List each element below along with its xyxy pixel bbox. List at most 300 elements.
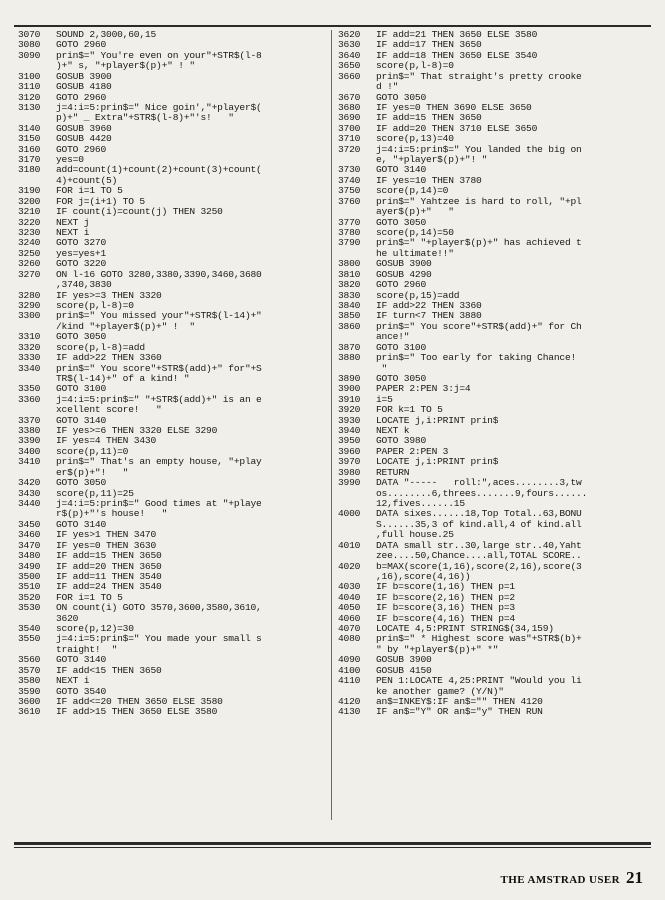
code-line — [338, 311, 650, 321]
code-line — [338, 666, 650, 676]
code-line — [338, 520, 650, 530]
magazine-name: THE AMSTRAD USER — [500, 874, 620, 886]
line-number: 3160 — [18, 143, 41, 155]
code-text: IF yes=10 THEN 3780 — [376, 175, 482, 186]
code-text: zee....50,Chance....all,TOTAL SCORE.. — [376, 551, 582, 562]
code-text: RETURN — [376, 467, 410, 478]
line-number — [18, 280, 56, 290]
code-line — [18, 30, 326, 40]
code-text: score(p,l-8)=0 — [56, 300, 134, 311]
line-number: 3420 — [18, 477, 41, 489]
line-number: 3560 — [18, 654, 41, 666]
code-line — [18, 207, 326, 217]
code-line — [18, 113, 326, 123]
code-line — [18, 614, 326, 624]
code-line — [338, 634, 650, 644]
code-line — [18, 134, 326, 144]
line-number: 3210 — [18, 206, 41, 218]
page-number: 21 — [626, 868, 643, 887]
code-text: LOCATE j,i:PRINT prin$ — [376, 457, 499, 468]
code-line — [18, 562, 326, 572]
code-text: " — [376, 363, 388, 374]
code-line — [18, 270, 326, 280]
code-line — [18, 384, 326, 394]
code-text: GOTO 3140 — [56, 655, 107, 666]
code-text: xcellent score! " — [56, 405, 162, 416]
code-text: IF yes=0 THEN 3690 ELSE 3650 — [376, 102, 532, 113]
line-number: 3440 — [18, 497, 41, 509]
line-number: 3200 — [18, 195, 41, 207]
code-line — [18, 603, 326, 613]
code-line — [338, 322, 650, 332]
line-number: 3100 — [18, 70, 41, 82]
code-text: prin$=" You missed your"+STR$(l-14)+" — [56, 311, 262, 322]
line-number: 3410 — [18, 456, 41, 468]
code-line — [18, 624, 326, 634]
code-text: /kind "+player$(p)+" ! " — [56, 321, 195, 332]
code-line — [18, 40, 326, 50]
code-text: IF add<15 THEN 3650 — [56, 665, 162, 676]
code-line — [18, 551, 326, 561]
line-number: 3090 — [18, 49, 41, 61]
code-text: prin$=" Yahtzee is hard to roll, "+pl — [376, 196, 582, 207]
code-line — [338, 280, 650, 290]
code-line — [18, 249, 326, 259]
code-text: ON count(i) GOTO 3570,3600,3580,3610, — [56, 603, 262, 614]
code-text: prin$=" That's an empty house, "+play — [56, 457, 262, 468]
code-text: IF yes>1 THEN 3470 — [56, 530, 157, 541]
code-text: score(p,11)=25 — [56, 488, 134, 499]
code-line — [18, 655, 326, 665]
code-line — [338, 572, 650, 582]
code-line — [18, 468, 326, 478]
code-text: GOTO 3980 — [376, 436, 427, 447]
code-line — [18, 707, 326, 717]
code-text: prin$=" You score"+STR$(add)+" for Ch — [376, 321, 582, 332]
code-text: DATA sixes......18,Top Total..63,BONU — [376, 509, 582, 520]
top-rule — [14, 25, 651, 27]
code-text: IF add=17 THEN 3650 — [376, 40, 482, 51]
code-line — [338, 238, 650, 248]
code-text: GOSUB 3960 — [56, 123, 112, 134]
code-line — [18, 93, 326, 103]
code-line — [338, 707, 650, 717]
code-line — [18, 676, 326, 686]
code-text: PEN 1:LOCATE 4,25:PRINT "Would you li — [376, 676, 582, 687]
code-line — [18, 259, 326, 269]
line-number: 3080 — [18, 39, 41, 51]
line-number: 3800 — [338, 258, 361, 270]
code-line — [338, 93, 650, 103]
line-number: 3270 — [18, 268, 41, 280]
code-line — [18, 530, 326, 540]
code-text: j=4:i=5:prin$=" You landed the big on — [376, 144, 582, 155]
line-number: 3890 — [338, 372, 361, 384]
code-line — [18, 82, 326, 92]
code-line — [338, 697, 650, 707]
code-line — [338, 405, 650, 415]
code-text: IF add>15 THEN 3650 ELSE 3580 — [56, 707, 218, 718]
code-line — [338, 426, 650, 436]
code-line — [338, 687, 650, 697]
code-text: GOTO 3050 — [56, 478, 107, 489]
code-text: b=MAX(score(1,16),score(2,16),score(3 — [376, 561, 582, 572]
code-text: SOUND 2,3000,60,15 — [56, 30, 157, 40]
code-line — [18, 666, 326, 676]
code-text: IF yes>=3 THEN 3320 — [56, 290, 162, 301]
code-line — [18, 343, 326, 353]
code-line — [338, 82, 650, 92]
code-text: r$(p)+"'s house! " — [56, 509, 168, 520]
line-number: 3400 — [18, 445, 41, 457]
listing-right-column — [338, 30, 650, 718]
code-line — [338, 645, 650, 655]
code-text: ayer$(p)+" " — [376, 207, 454, 218]
line-number: 3320 — [18, 341, 41, 353]
code-line — [18, 145, 326, 155]
code-text: j=4:i=5:prin$=" "+STR$(add)+" is an e — [56, 394, 262, 405]
code-text: 4)+count(5) — [56, 175, 118, 186]
line-number: 3750 — [338, 185, 361, 197]
line-number: 3290 — [18, 299, 41, 311]
code-text: yes=0 — [56, 155, 84, 166]
code-text: IF an$="Y" OR an$="y" THEN RUN — [376, 707, 543, 718]
page-footer — [501, 868, 643, 888]
code-text: NEXT k — [376, 426, 410, 437]
line-number: 3950 — [338, 435, 361, 447]
line-number: 3850 — [338, 310, 361, 322]
code-text: IF yes=4 THEN 3430 — [56, 436, 157, 447]
code-text: GOSUB 3900 — [376, 655, 432, 666]
line-number: 4040 — [338, 591, 361, 603]
line-number: 3970 — [338, 456, 361, 468]
line-number: 3640 — [338, 49, 361, 61]
code-text: FOR j=(i+1) TO 5 — [56, 196, 145, 207]
code-line — [338, 270, 650, 280]
line-number: 3690 — [338, 112, 361, 124]
code-text: e, "+player$(p)+"! " — [376, 155, 488, 166]
line-number: 3480 — [18, 550, 41, 562]
code-text: GOTO 2960 — [56, 92, 107, 103]
code-text: GOSUB 3900 — [56, 71, 112, 82]
line-number: 4120 — [338, 696, 361, 707]
line-number: 4010 — [338, 539, 361, 551]
code-line — [338, 218, 650, 228]
code-text: prin$=" Too early for taking Chance! — [376, 353, 577, 364]
code-text: score(p,11)=0 — [56, 446, 129, 457]
code-text: IF add<=20 THEN 3650 ELSE 3580 — [56, 697, 223, 707]
code-text: IF add=11 THEN 3540 — [56, 571, 162, 582]
code-line — [338, 374, 650, 384]
code-line — [18, 572, 326, 582]
code-line — [18, 176, 326, 186]
code-line — [18, 541, 326, 551]
code-line — [338, 416, 650, 426]
code-line — [338, 489, 650, 499]
line-number: 3130 — [18, 101, 41, 113]
code-line — [18, 582, 326, 592]
code-line — [338, 509, 650, 519]
code-line — [18, 301, 326, 311]
code-line — [18, 61, 326, 71]
code-line — [338, 301, 650, 311]
line-number: 4070 — [338, 623, 361, 635]
line-number: 3500 — [18, 570, 41, 582]
line-number: 3620 — [338, 29, 361, 40]
line-number: 3450 — [18, 518, 41, 530]
line-number: 3940 — [338, 425, 361, 437]
line-number: 3530 — [18, 602, 41, 614]
code-line — [338, 614, 650, 624]
line-number: 3540 — [18, 623, 41, 635]
code-line — [338, 676, 650, 686]
line-number: 3510 — [18, 581, 41, 593]
line-number — [338, 551, 376, 561]
line-number: 3810 — [338, 268, 361, 280]
code-text: DATA small str..30,large str..40,Yaht — [376, 540, 582, 551]
code-text: score(p,14)=50 — [376, 228, 454, 239]
code-text: IF yes=0 THEN 3630 — [56, 540, 157, 551]
code-text: DATA "----- roll:",aces........3,tw — [376, 478, 582, 489]
line-number: 3730 — [338, 164, 361, 176]
code-text: GOTO 3140 — [56, 519, 107, 530]
code-text: FOR i=1 TO 5 — [56, 186, 123, 197]
line-number: 3710 — [338, 133, 361, 145]
code-text: PAPER 2:PEN 3:j=4 — [376, 384, 471, 395]
code-text: IF add=15 THEN 3650 — [376, 113, 482, 124]
code-text: IF b=score(4,16) THEN p=4 — [376, 613, 515, 624]
line-number: 3590 — [18, 685, 41, 697]
code-text: FOR i=1 TO 5 — [56, 592, 123, 603]
line-number: 3900 — [338, 383, 361, 395]
line-number: 3380 — [18, 425, 41, 437]
code-line — [18, 228, 326, 238]
line-number: 3860 — [338, 320, 361, 332]
code-line — [338, 530, 650, 540]
code-line — [18, 124, 326, 134]
code-line — [338, 176, 650, 186]
line-number: 3120 — [18, 91, 41, 103]
code-text: prin$=" "+player$(p)+" has achieved t — [376, 238, 582, 249]
code-text: IF b=score(2,16) THEN p=2 — [376, 592, 515, 603]
code-line — [338, 364, 650, 374]
code-text: NEXT j — [56, 217, 90, 228]
code-text: er$(p)+"! " — [56, 467, 129, 478]
line-number: 4110 — [338, 675, 361, 687]
line-number: 3260 — [18, 258, 41, 270]
code-line — [18, 311, 326, 321]
code-text: GOTO 3270 — [56, 238, 107, 249]
line-number: 3490 — [18, 560, 41, 572]
line-number: 3630 — [338, 39, 361, 51]
code-text: IF add>22 THEN 3360 — [376, 300, 482, 311]
code-line — [338, 197, 650, 207]
line-number: 4090 — [338, 654, 361, 666]
line-number: 4080 — [338, 633, 361, 645]
line-number: 3600 — [18, 696, 41, 707]
code-line — [338, 259, 650, 269]
line-number: 3370 — [18, 414, 41, 426]
line-number: 3740 — [338, 174, 361, 186]
code-text: prin$=" That straight's pretty crooke — [376, 71, 582, 82]
code-line — [338, 124, 650, 134]
code-line — [338, 134, 650, 144]
code-line — [338, 30, 650, 40]
line-number: 3250 — [18, 247, 41, 259]
code-text: GOTO 3050 — [376, 373, 427, 384]
line-number: 3960 — [338, 445, 361, 457]
code-text: add=count(1)+count(2)+count(3)+count( — [56, 165, 262, 176]
line-number: 3570 — [18, 664, 41, 676]
line-number: 3980 — [338, 466, 361, 478]
code-line — [18, 51, 326, 61]
code-text: ance!" — [376, 332, 410, 343]
code-line — [18, 426, 326, 436]
code-line — [338, 384, 650, 394]
code-text: GOSUB 3900 — [376, 259, 432, 270]
code-text: GOSUB 4420 — [56, 134, 112, 145]
code-line — [18, 238, 326, 248]
line-number: 3070 — [18, 29, 41, 40]
line-number: 4050 — [338, 602, 361, 614]
code-text: ,full house.25 — [376, 530, 454, 541]
code-text: score(p,l-8)=0 — [376, 61, 454, 72]
code-text: yes=yes+1 — [56, 248, 107, 259]
line-number: 3990 — [338, 477, 361, 489]
code-text: GOTO 3050 — [376, 92, 427, 103]
code-line — [18, 72, 326, 82]
code-text: IF b=score(3,16) THEN p=3 — [376, 603, 515, 614]
code-line — [338, 72, 650, 82]
code-text: IF add=15 THEN 3650 — [56, 551, 162, 562]
code-text: GOSUB 4290 — [376, 269, 432, 280]
code-line — [18, 353, 326, 363]
code-text: GOTO 3220 — [56, 259, 107, 270]
code-line — [338, 291, 650, 301]
code-line — [18, 374, 326, 384]
line-number: 3190 — [18, 185, 41, 197]
code-line — [18, 165, 326, 175]
line-number: 4020 — [338, 560, 361, 572]
code-text: p)+" _ Extra"+STR$(l-8)+"'s! " — [56, 113, 234, 124]
code-text: j=4:i=5:prin$=" Nice goin',"+player$( — [56, 102, 262, 113]
line-number: 3660 — [338, 70, 361, 82]
line-number: 3610 — [18, 706, 41, 718]
line-number: 3780 — [338, 227, 361, 239]
code-line — [338, 624, 650, 634]
code-text: prin$=" * Highest score was"+STR$(b)+ — [376, 634, 582, 645]
code-text: IF add=18 THEN 3650 ELSE 3540 — [376, 50, 538, 61]
code-text: ,16),score(4,16)) — [376, 571, 471, 582]
line-number: 3770 — [338, 216, 361, 228]
line-number — [338, 82, 376, 92]
code-line — [18, 520, 326, 530]
code-text: score(p,15)=add — [376, 290, 460, 301]
code-text: d !" — [376, 82, 399, 93]
line-number: 3110 — [18, 81, 41, 93]
line-number: 3330 — [18, 352, 41, 364]
code-line — [338, 145, 650, 155]
code-text: traight! " — [56, 644, 118, 655]
code-text: TR$(l-14)+" of a kind! " — [56, 373, 190, 384]
line-number: 3930 — [338, 414, 361, 426]
code-line — [338, 343, 650, 353]
line-number: 3700 — [338, 122, 361, 134]
code-line — [18, 687, 326, 697]
line-number: 3430 — [18, 487, 41, 499]
code-line — [338, 61, 650, 71]
code-line — [338, 155, 650, 165]
code-text: GOTO 3140 — [56, 415, 107, 426]
code-line — [18, 405, 326, 415]
listing-left-column — [18, 30, 326, 718]
line-number: 3230 — [18, 227, 41, 239]
line-number: 3340 — [18, 362, 41, 374]
line-number: 3170 — [18, 154, 41, 166]
code-line — [18, 499, 326, 509]
code-text: IF count(i)=count(j) THEN 3250 — [56, 207, 223, 218]
code-text: ON l-16 GOTO 3280,3380,3390,3460,3680 — [56, 269, 262, 280]
code-text: score(p,13)=40 — [376, 134, 454, 145]
code-text: GOTO 3050 — [56, 332, 107, 343]
code-line — [338, 113, 650, 123]
code-text: GOSUB 4150 — [376, 665, 432, 676]
line-number: 3280 — [18, 289, 41, 301]
line-number: 3350 — [18, 383, 41, 395]
line-number: 3140 — [18, 122, 41, 134]
code-line — [338, 603, 650, 613]
code-line — [338, 447, 650, 457]
line-number — [338, 489, 376, 499]
code-text: j=4:i=5:prin$=" You made your small s — [56, 634, 262, 645]
code-text: GOTO 3540 — [56, 686, 107, 697]
code-text: score(p,14)=0 — [376, 186, 449, 197]
code-line — [338, 457, 650, 467]
code-line — [18, 509, 326, 519]
code-text: LOCATE j,i:PRINT prin$ — [376, 415, 499, 426]
code-line — [338, 551, 650, 561]
code-line — [338, 207, 650, 217]
line-number: 3180 — [18, 164, 41, 176]
line-number: 3310 — [18, 331, 41, 343]
line-number: 4030 — [338, 581, 361, 593]
code-text: GOSUB 4180 — [56, 82, 112, 93]
code-text: IF add=21 THEN 3650 ELSE 3580 — [376, 30, 538, 40]
code-line — [18, 103, 326, 113]
code-text: os........6,threes.......9,fours...... — [376, 488, 588, 499]
code-line — [338, 353, 650, 363]
code-text: GOTO 2960 — [56, 144, 107, 155]
code-text: IF add>22 THEN 3360 — [56, 353, 162, 364]
bottom-rule-thin — [14, 847, 651, 848]
code-line — [338, 478, 650, 488]
code-text: j=4:i=5:prin$=" Good times at "+playe — [56, 498, 262, 509]
line-number: 3880 — [338, 352, 361, 364]
code-text: PAPER 2:PEN 3 — [376, 446, 449, 457]
line-number: 3870 — [338, 341, 361, 353]
code-text: 12,fives......15 — [376, 498, 465, 509]
code-text: IF add=20 THEN 3710 ELSE 3650 — [376, 123, 538, 134]
line-number: 3790 — [338, 237, 361, 249]
code-line — [338, 395, 650, 405]
code-line — [18, 457, 326, 467]
code-line — [18, 186, 326, 196]
code-text: NEXT i — [56, 676, 90, 687]
code-line — [18, 197, 326, 207]
code-text: IF yes>=6 THEN 3320 ELSE 3290 — [56, 426, 218, 437]
code-text: IF b=score(1,16) THEN p=1 — [376, 582, 515, 593]
line-number: 4000 — [338, 508, 361, 520]
